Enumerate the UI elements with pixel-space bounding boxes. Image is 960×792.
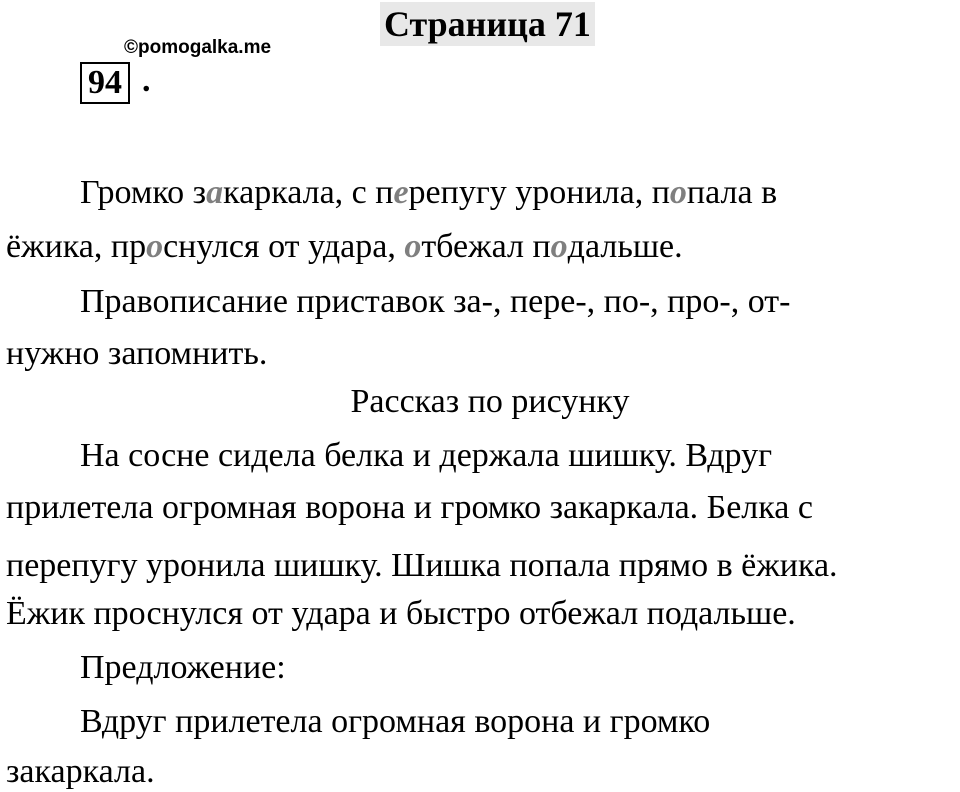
- text-segment: каркала, с п: [223, 174, 394, 211]
- text-segment: тбежал п: [421, 228, 551, 265]
- task-number-box: 94: [80, 62, 130, 104]
- rule-line-1: Правописание приставок за-, пере-, по-, про-, от-: [80, 283, 791, 320]
- highlighted-letter: а: [206, 174, 224, 211]
- text-segment: пала в: [686, 174, 778, 211]
- highlighted-letter: о: [146, 228, 164, 265]
- watermark: ©pomogalka.me: [124, 37, 272, 58]
- story-line: Ёжик проснулся от удара и быстро отбежал подальше.: [6, 595, 796, 632]
- highlighted-letter: о: [669, 174, 687, 211]
- highlighted-letter: о: [550, 228, 568, 265]
- rule-line-2: нужно запомнить.: [6, 335, 268, 372]
- story-line: перепугу уронила шишку. Шишка попала прямо в ёжика.: [6, 547, 838, 584]
- text-segment: дальше.: [567, 228, 683, 265]
- highlighted-letter: о: [404, 228, 422, 265]
- story-line: На сосне сидела белка и держала шишку. Вдруг: [80, 437, 773, 474]
- page-title: Страница 71: [380, 2, 595, 46]
- task-number-dot: .: [142, 62, 151, 99]
- text-segment: репугу уронила, п: [408, 174, 670, 211]
- text-segment: ёжика, пр: [6, 228, 147, 265]
- story-title: Рассказ по рисунку: [350, 383, 630, 420]
- sentence-line: Вдруг прилетела огромная ворона и громко: [80, 703, 711, 740]
- text-segment: снулся от удара,: [163, 228, 405, 265]
- highlighted-letter: е: [393, 174, 409, 211]
- answer-line-2: [6, 227, 683, 267]
- story-line: прилетела огромная ворона и громко закаркала. Белка с: [6, 489, 813, 526]
- answer-line-1: [80, 173, 777, 213]
- sentence-label: Предложение:: [80, 649, 286, 686]
- text-segment: Громко з: [80, 174, 207, 211]
- sentence-line: закаркала.: [6, 753, 155, 790]
